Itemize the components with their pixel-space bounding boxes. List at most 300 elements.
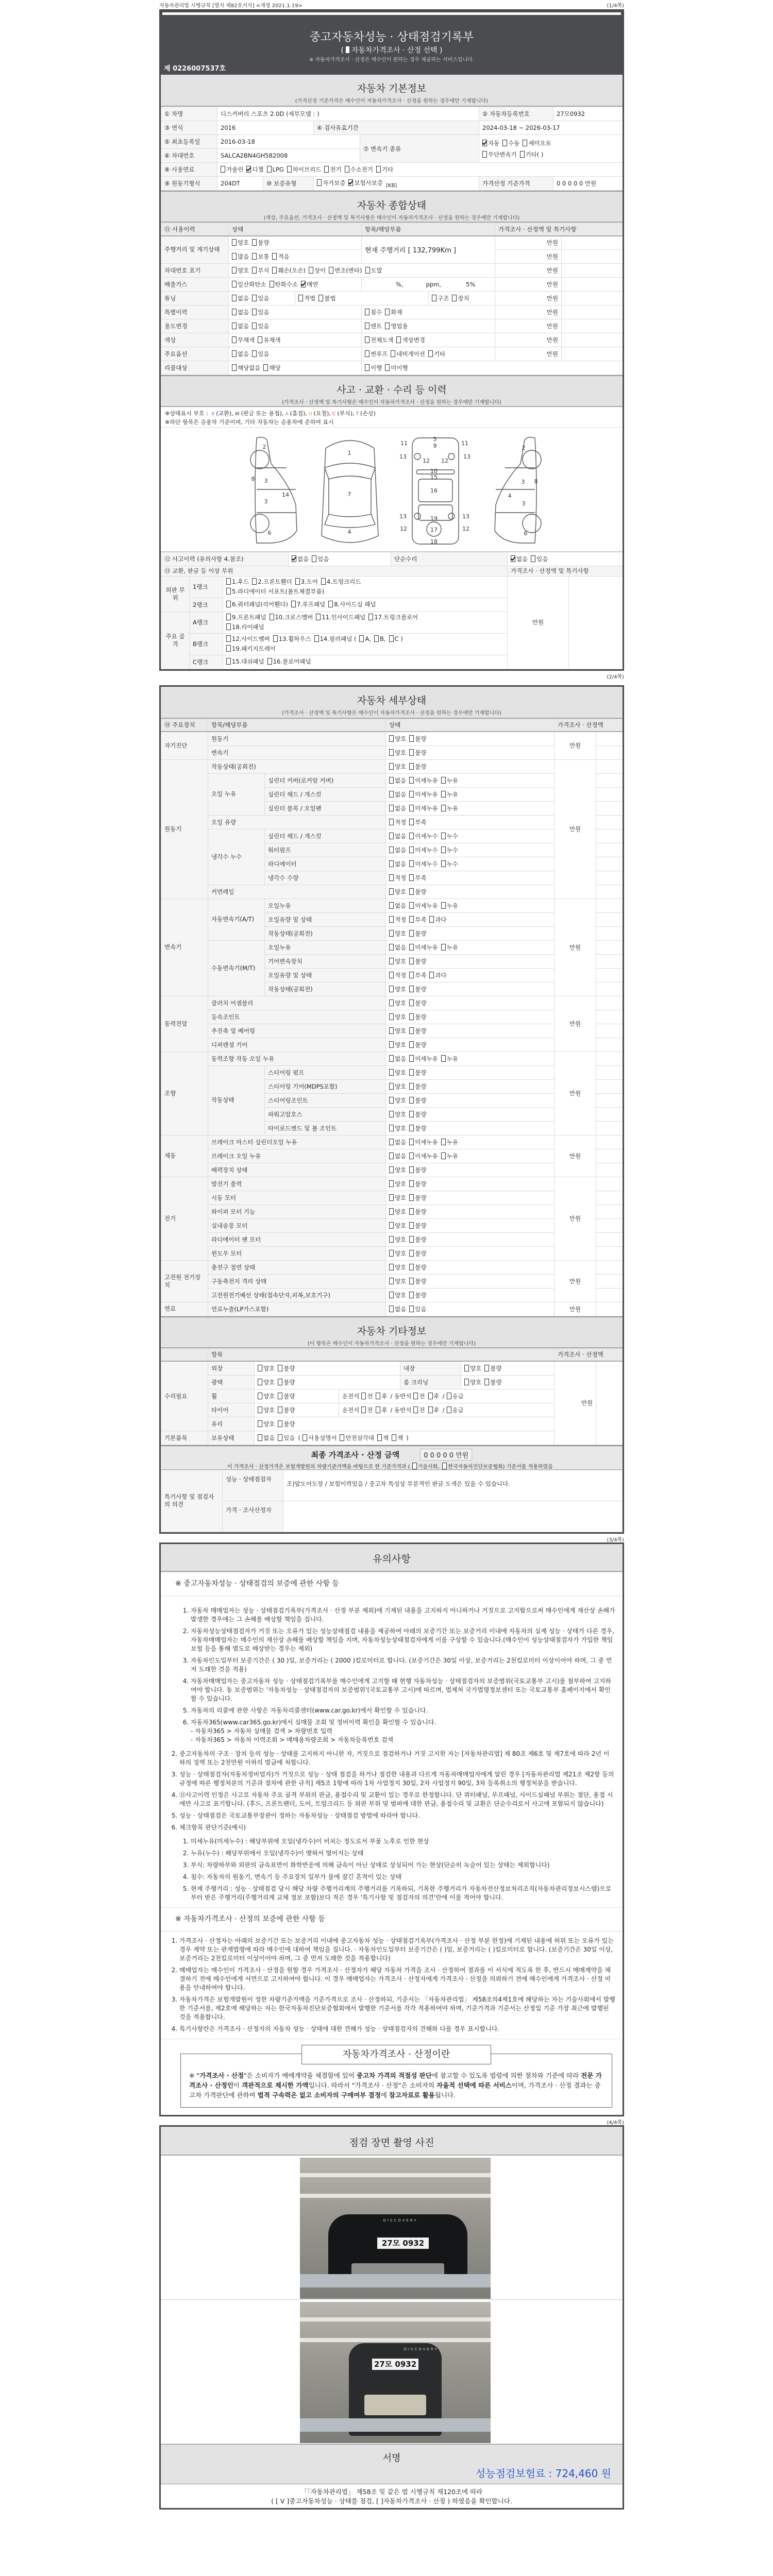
option[interactable] (226, 634, 270, 644)
option[interactable] (409, 902, 438, 910)
price-note[interactable] (562, 236, 625, 250)
checkbox[interactable] (432, 295, 436, 301)
option[interactable] (226, 587, 324, 597)
option[interactable] (263, 364, 280, 372)
option[interactable] (226, 613, 266, 622)
option[interactable] (441, 860, 458, 868)
option[interactable] (464, 1364, 481, 1372)
option[interactable] (389, 804, 406, 812)
option[interactable] (361, 1406, 373, 1414)
checkbox[interactable] (389, 1222, 394, 1229)
checkbox[interactable] (409, 1166, 414, 1173)
checkbox[interactable] (376, 1406, 380, 1413)
price-note[interactable] (596, 940, 623, 954)
checkbox[interactable] (389, 1208, 394, 1215)
checkbox[interactable] (376, 166, 381, 173)
checkbox[interactable] (413, 1406, 418, 1413)
option[interactable] (389, 1222, 406, 1230)
option[interactable] (374, 634, 386, 644)
option[interactable] (409, 832, 438, 840)
option[interactable] (428, 350, 445, 358)
checkbox[interactable] (328, 601, 333, 607)
option[interactable] (301, 280, 318, 289)
option[interactable] (359, 634, 371, 644)
checkbox[interactable] (409, 916, 414, 923)
option[interactable] (345, 165, 373, 174)
checkbox[interactable] (389, 999, 394, 1006)
checkbox[interactable] (428, 1393, 433, 1399)
option[interactable] (232, 308, 249, 316)
option[interactable] (389, 1180, 406, 1188)
checkbox[interactable] (389, 930, 394, 937)
checkbox[interactable] (278, 1379, 282, 1385)
checkbox[interactable] (389, 888, 394, 895)
option[interactable] (312, 555, 329, 563)
option[interactable] (409, 1124, 426, 1132)
checkbox[interactable] (409, 958, 414, 964)
checkbox[interactable] (226, 588, 231, 595)
checkbox[interactable] (429, 972, 434, 978)
option[interactable] (389, 1124, 406, 1132)
checkbox[interactable] (502, 140, 507, 146)
option[interactable] (389, 832, 406, 840)
option[interactable] (409, 1194, 426, 1202)
price-note[interactable] (596, 1135, 623, 1149)
option[interactable] (348, 179, 383, 187)
checkbox[interactable] (314, 635, 319, 642)
checkbox[interactable] (412, 1463, 417, 1469)
checkbox[interactable] (232, 267, 237, 274)
option[interactable] (389, 971, 406, 979)
option[interactable] (389, 1277, 406, 1285)
option[interactable] (278, 1406, 295, 1414)
option[interactable] (409, 1222, 426, 1230)
price-note[interactable] (596, 829, 623, 843)
option[interactable] (389, 1138, 406, 1146)
checkbox[interactable] (409, 791, 414, 798)
price-note[interactable] (596, 1246, 623, 1260)
option[interactable] (409, 943, 438, 952)
option[interactable] (447, 1406, 464, 1414)
checkbox[interactable] (409, 1083, 414, 1090)
price-note[interactable] (596, 787, 623, 801)
option[interactable] (287, 165, 322, 174)
option[interactable] (365, 350, 388, 358)
checkbox[interactable] (226, 658, 231, 665)
checkbox[interactable] (226, 578, 231, 585)
option[interactable] (226, 600, 288, 609)
checkbox[interactable] (389, 1055, 394, 1062)
option[interactable] (226, 657, 264, 667)
option[interactable] (376, 1392, 387, 1400)
checkbox[interactable] (232, 281, 237, 287)
checkbox[interactable] (389, 1194, 394, 1201)
price-note[interactable] (596, 1302, 623, 1316)
checkbox[interactable] (441, 846, 446, 853)
checkbox[interactable] (409, 805, 414, 811)
option[interactable] (441, 776, 458, 785)
price-note[interactable] (596, 1107, 623, 1121)
option[interactable] (232, 252, 249, 261)
option[interactable] (389, 1249, 406, 1258)
option[interactable] (389, 943, 406, 952)
price-note[interactable] (596, 1093, 623, 1107)
option[interactable] (409, 749, 426, 757)
option[interactable] (340, 1434, 374, 1442)
option[interactable] (258, 1406, 275, 1414)
checkbox[interactable] (409, 1069, 414, 1076)
price-note[interactable] (596, 899, 623, 912)
option[interactable] (267, 166, 284, 173)
option[interactable] (464, 1378, 481, 1386)
checkbox[interactable] (359, 635, 364, 642)
checkbox[interactable] (273, 635, 278, 642)
checkbox[interactable] (232, 350, 237, 357)
checkbox[interactable] (482, 151, 487, 158)
checkbox[interactable] (389, 1125, 394, 1131)
checkbox[interactable] (232, 239, 237, 246)
option[interactable] (365, 308, 382, 316)
checkbox[interactable] (441, 902, 446, 909)
option[interactable] (392, 1434, 403, 1442)
checkbox[interactable] (409, 1153, 414, 1159)
option[interactable] (409, 1166, 426, 1174)
checkbox[interactable] (377, 1434, 382, 1441)
price-note[interactable] (562, 347, 625, 361)
price-note[interactable] (596, 773, 623, 787)
option[interactable] (252, 239, 269, 247)
price-note[interactable] (596, 1218, 623, 1232)
checkbox[interactable] (409, 1027, 414, 1034)
checkbox[interactable] (365, 350, 369, 357)
checkbox[interactable] (329, 267, 333, 274)
price-note[interactable] (596, 1010, 623, 1024)
option[interactable] (409, 762, 426, 771)
price-note[interactable] (562, 292, 625, 306)
checkbox[interactable] (258, 1406, 262, 1413)
checkbox[interactable] (409, 1055, 414, 1062)
checkbox[interactable] (365, 336, 369, 343)
option[interactable] (409, 735, 426, 743)
option[interactable] (389, 1194, 406, 1202)
checkbox[interactable] (287, 166, 292, 173)
option[interactable] (429, 971, 446, 979)
option[interactable] (389, 818, 406, 826)
checkbox[interactable] (441, 1153, 446, 1159)
option[interactable] (389, 1263, 406, 1272)
option[interactable] (409, 1082, 426, 1091)
checkbox[interactable] (317, 179, 322, 186)
checkbox[interactable] (270, 614, 274, 620)
option[interactable] (441, 832, 458, 840)
checkbox[interactable] (258, 1379, 262, 1385)
option[interactable] (278, 1392, 295, 1400)
option[interactable] (441, 1055, 458, 1063)
option[interactable] (413, 1392, 425, 1400)
option[interactable] (298, 294, 315, 302)
option[interactable] (409, 1110, 426, 1118)
option[interactable] (321, 577, 361, 587)
checkbox[interactable] (413, 1393, 418, 1399)
checkbox[interactable] (409, 1139, 414, 1145)
option[interactable] (324, 165, 341, 174)
option[interactable] (246, 165, 263, 174)
price-note[interactable] (562, 333, 625, 347)
checkbox[interactable] (464, 1365, 469, 1371)
option[interactable] (389, 846, 406, 854)
checkbox-checked[interactable] (246, 166, 251, 173)
checkbox[interactable] (278, 1434, 282, 1441)
option[interactable] (258, 1364, 275, 1372)
checkbox[interactable] (226, 623, 231, 630)
option[interactable] (409, 776, 438, 785)
option[interactable] (292, 555, 309, 563)
checkbox[interactable] (295, 578, 300, 585)
option[interactable] (409, 1249, 426, 1258)
checkbox[interactable] (272, 267, 277, 274)
checkbox-checked[interactable] (348, 179, 353, 186)
checkbox-checked[interactable] (301, 281, 306, 287)
checkbox[interactable] (298, 295, 303, 301)
checkbox[interactable] (389, 1027, 394, 1034)
option[interactable] (270, 280, 298, 289)
price-note[interactable] (596, 1163, 623, 1177)
option[interactable] (441, 846, 458, 854)
checkbox[interactable] (389, 1111, 394, 1117)
option[interactable] (278, 1434, 295, 1442)
checkbox[interactable] (428, 1406, 433, 1413)
price-note[interactable] (596, 843, 623, 857)
checkbox[interactable] (409, 1208, 414, 1215)
checkbox[interactable] (441, 791, 446, 798)
checkbox[interactable] (361, 1406, 366, 1413)
option[interactable] (409, 1152, 438, 1160)
option[interactable] (409, 804, 438, 812)
checkbox[interactable] (389, 763, 394, 770)
option[interactable] (389, 776, 406, 785)
checkbox[interactable] (409, 999, 414, 1006)
checkbox[interactable] (409, 972, 414, 978)
checkbox[interactable] (309, 267, 313, 274)
option[interactable] (409, 999, 426, 1007)
option[interactable] (309, 266, 326, 275)
option[interactable] (389, 916, 406, 924)
checkbox[interactable] (389, 944, 394, 951)
price-note[interactable] (562, 264, 625, 278)
checkbox[interactable] (531, 555, 535, 562)
checkbox[interactable] (221, 166, 225, 173)
option[interactable] (409, 1208, 426, 1216)
price-note[interactable] (596, 745, 623, 759)
checkbox[interactable] (389, 1180, 394, 1187)
option[interactable] (361, 1392, 373, 1400)
option[interactable] (447, 1392, 464, 1400)
option[interactable] (232, 239, 249, 247)
option[interactable] (377, 1434, 389, 1442)
option[interactable] (389, 902, 406, 910)
checkbox[interactable] (232, 309, 237, 315)
checkbox[interactable] (272, 253, 277, 260)
option[interactable] (389, 888, 406, 896)
option[interactable] (258, 1434, 275, 1442)
checkbox[interactable] (232, 364, 237, 371)
option[interactable] (252, 322, 269, 330)
checkbox[interactable] (409, 1013, 414, 1020)
option[interactable] (413, 1406, 425, 1414)
checkbox[interactable] (267, 166, 272, 173)
checkbox[interactable] (409, 1306, 414, 1312)
checkbox[interactable] (316, 614, 321, 620)
checkbox[interactable] (232, 253, 237, 260)
checkbox[interactable] (389, 1139, 394, 1145)
price-note[interactable] (596, 759, 623, 773)
checkbox[interactable] (385, 364, 390, 371)
checkbox[interactable] (365, 323, 369, 329)
option[interactable] (428, 1406, 440, 1414)
option[interactable] (258, 336, 280, 344)
option[interactable] (303, 1434, 337, 1442)
option[interactable] (409, 1180, 426, 1188)
checkbox[interactable] (409, 1111, 414, 1117)
checkbox[interactable] (365, 267, 370, 274)
option[interactable] (273, 634, 311, 644)
checkbox[interactable] (389, 846, 394, 853)
checkbox[interactable] (429, 916, 434, 923)
option[interactable] (252, 577, 292, 587)
option[interactable] (502, 139, 519, 147)
checkbox[interactable] (409, 902, 414, 909)
option[interactable] (389, 1235, 406, 1244)
price-note[interactable] (596, 1052, 623, 1065)
checkbox[interactable] (389, 819, 394, 825)
checkbox[interactable] (252, 323, 257, 329)
option[interactable] (252, 252, 269, 261)
option[interactable] (409, 1013, 426, 1021)
option[interactable] (441, 804, 458, 812)
checkbox[interactable] (389, 1153, 394, 1159)
checkbox[interactable] (252, 239, 257, 246)
option[interactable] (368, 613, 418, 622)
checkbox[interactable] (447, 1406, 451, 1413)
option[interactable] (409, 888, 426, 896)
checkbox[interactable] (258, 1365, 262, 1371)
option[interactable] (226, 622, 264, 632)
checkbox[interactable] (441, 944, 446, 951)
option[interactable] (232, 294, 249, 302)
option[interactable] (252, 308, 269, 316)
price-note[interactable] (596, 1232, 623, 1246)
option[interactable] (365, 336, 393, 344)
option[interactable] (409, 1027, 426, 1035)
option[interactable] (258, 1378, 275, 1386)
option[interactable] (221, 165, 243, 174)
checkbox[interactable] (226, 614, 231, 620)
checkbox[interactable] (389, 874, 394, 881)
checkbox[interactable] (252, 295, 257, 301)
checkbox[interactable] (389, 777, 394, 784)
option[interactable] (252, 294, 269, 302)
checkbox[interactable] (452, 295, 457, 301)
checkbox[interactable] (389, 958, 394, 964)
option[interactable] (482, 150, 517, 159)
option[interactable] (389, 1096, 406, 1105)
price-note[interactable] (596, 1149, 623, 1163)
checkbox[interactable] (303, 1434, 307, 1441)
checkbox[interactable] (441, 860, 446, 867)
price-note[interactable] (596, 1274, 623, 1288)
price-note[interactable] (596, 1288, 623, 1302)
checkbox[interactable] (385, 309, 390, 315)
option[interactable] (441, 902, 458, 910)
checkbox[interactable] (409, 944, 414, 951)
checkbox[interactable] (409, 1194, 414, 1201)
option[interactable] (428, 1392, 440, 1400)
option[interactable] (484, 1364, 501, 1372)
option[interactable] (252, 350, 269, 358)
checkbox[interactable] (389, 1069, 394, 1076)
option[interactable] (317, 179, 345, 187)
option[interactable] (389, 1152, 406, 1160)
option[interactable] (442, 1462, 552, 1470)
checkbox[interactable] (389, 1236, 394, 1243)
option[interactable] (252, 266, 269, 275)
option[interactable] (409, 916, 426, 924)
checkbox[interactable] (409, 1041, 414, 1048)
option[interactable] (409, 818, 426, 826)
option[interactable] (389, 1013, 406, 1021)
option[interactable] (389, 1110, 406, 1118)
checkbox[interactable] (252, 578, 257, 585)
price-note[interactable] (596, 982, 623, 996)
checkbox[interactable] (389, 902, 394, 909)
checkbox[interactable] (441, 805, 446, 811)
checkbox[interactable] (389, 1250, 394, 1257)
option[interactable] (441, 1138, 458, 1146)
option[interactable] (226, 644, 276, 654)
option[interactable] (389, 999, 406, 1007)
checkbox[interactable] (391, 350, 395, 357)
checkbox[interactable] (318, 295, 323, 301)
checkbox[interactable] (389, 1306, 394, 1312)
checkbox[interactable] (409, 874, 414, 881)
checkbox[interactable] (409, 833, 414, 839)
option[interactable] (482, 139, 499, 147)
price-note[interactable] (562, 250, 625, 264)
checkbox[interactable] (232, 323, 237, 329)
price-note[interactable] (596, 732, 623, 745)
option[interactable] (396, 336, 425, 344)
checkbox[interactable] (258, 1393, 262, 1399)
option[interactable] (389, 874, 406, 882)
checkbox[interactable] (278, 1365, 282, 1371)
option[interactable] (389, 957, 406, 965)
price-note[interactable] (596, 1361, 623, 1445)
option[interactable] (391, 350, 425, 358)
checkbox[interactable] (484, 1379, 489, 1385)
option[interactable] (531, 555, 548, 563)
checkbox[interactable] (376, 1393, 380, 1399)
checkbox[interactable] (441, 1055, 446, 1062)
option[interactable] (389, 1069, 406, 1077)
checkbox[interactable] (252, 253, 257, 260)
option[interactable] (484, 1378, 501, 1386)
option[interactable] (314, 634, 357, 644)
option[interactable] (409, 860, 438, 868)
checkbox[interactable] (389, 1041, 394, 1048)
option[interactable] (409, 1138, 438, 1146)
checkbox[interactable] (409, 735, 414, 742)
checkbox[interactable] (340, 1434, 344, 1441)
